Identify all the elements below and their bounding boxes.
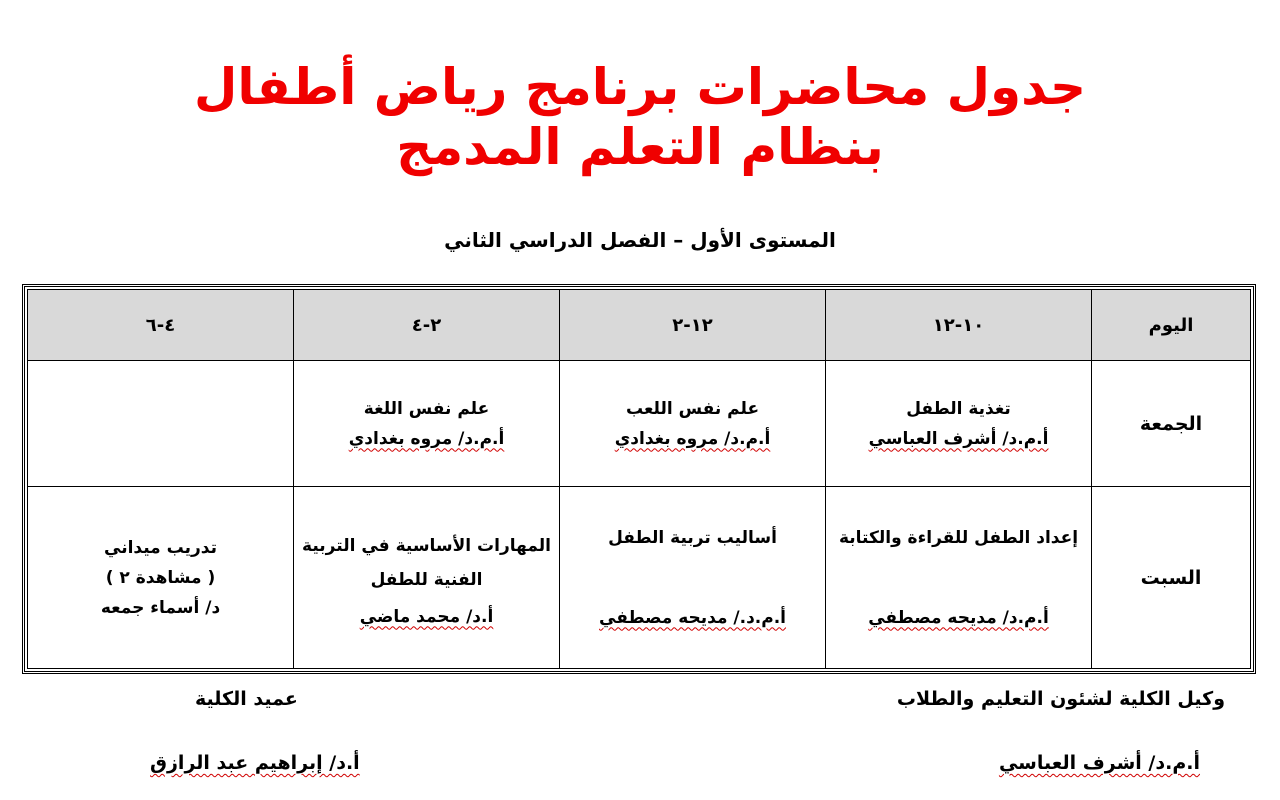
course-cell	[294, 361, 560, 487]
header-slot-3: ٢-٤	[294, 290, 560, 361]
instructor-name: أ.م.د/ مروه بغدادي	[348, 428, 505, 449]
vice-dean-name: أ.م.د/ أشرف العباسي	[998, 752, 1200, 774]
instructor-name: أ.م.د/ مديحه مصطفي	[868, 607, 1049, 628]
course-name: علم نفس اللغة	[363, 398, 490, 419]
course-cell	[826, 487, 1092, 669]
instructor-name: أ.م.د/ مروه بغدادي	[614, 428, 771, 449]
course-cell	[294, 487, 560, 669]
course-cell	[28, 487, 294, 669]
header-slot-1: ١٠-١٢	[826, 290, 1092, 361]
table-row	[28, 487, 1251, 669]
header-day: اليوم	[1092, 290, 1251, 361]
vice-dean-title: وكيل الكلية لشئون التعليم والطلاب	[896, 688, 1225, 710]
schedule-table	[27, 289, 1251, 669]
instructor-name: أ.د/ محمد ماضي	[359, 606, 494, 627]
course-name: تغذية الطفل	[906, 398, 1011, 419]
course-name: تدريب ميداني	[104, 537, 217, 558]
dean-name: أ.د/ إبراهيم عبد الرازق	[150, 752, 360, 774]
course-name: أساليب تربية الطفل	[608, 527, 777, 548]
course-cell	[826, 361, 1092, 487]
course-cell	[560, 361, 826, 487]
day-cell: السبت	[1092, 487, 1251, 669]
dean-title: عميد الكلية	[195, 688, 298, 710]
table-row	[28, 361, 1251, 487]
course-name: المهارات الأساسية في التربية الفنية للطفل	[302, 535, 551, 590]
header-slot-4: ٤-٦	[28, 290, 294, 361]
course-name: إعداد الطفل للقراءة والكتابة	[838, 527, 1079, 548]
schedule-table-frame	[22, 284, 1256, 674]
day-cell: الجمعة	[1092, 361, 1251, 487]
course-note: ( مشاهدة ٢ )	[105, 567, 216, 588]
page-title-line1: جدول محاضرات برنامج رياض أطفال	[194, 58, 1086, 116]
header-row	[28, 290, 1251, 361]
spacer	[832, 558, 1085, 598]
course-cell	[560, 487, 826, 669]
header-slot-2: ١٢-٢	[560, 290, 826, 361]
instructor-name: د/ أسماء جمعه	[100, 597, 221, 618]
empty-cell	[28, 361, 294, 487]
spacer	[566, 558, 819, 598]
page-subtitle: المستوى الأول – الفصل الدراسي الثاني	[444, 228, 836, 252]
instructor-name: أ.م.د/ أشرف العباسي	[868, 428, 1049, 449]
page-title-line2: بنظام التعلم المدمج	[396, 118, 884, 176]
course-name: علم نفس اللعب	[625, 398, 760, 419]
instructor-name: أ.م.د./ مديحه مصطفي	[599, 607, 787, 628]
